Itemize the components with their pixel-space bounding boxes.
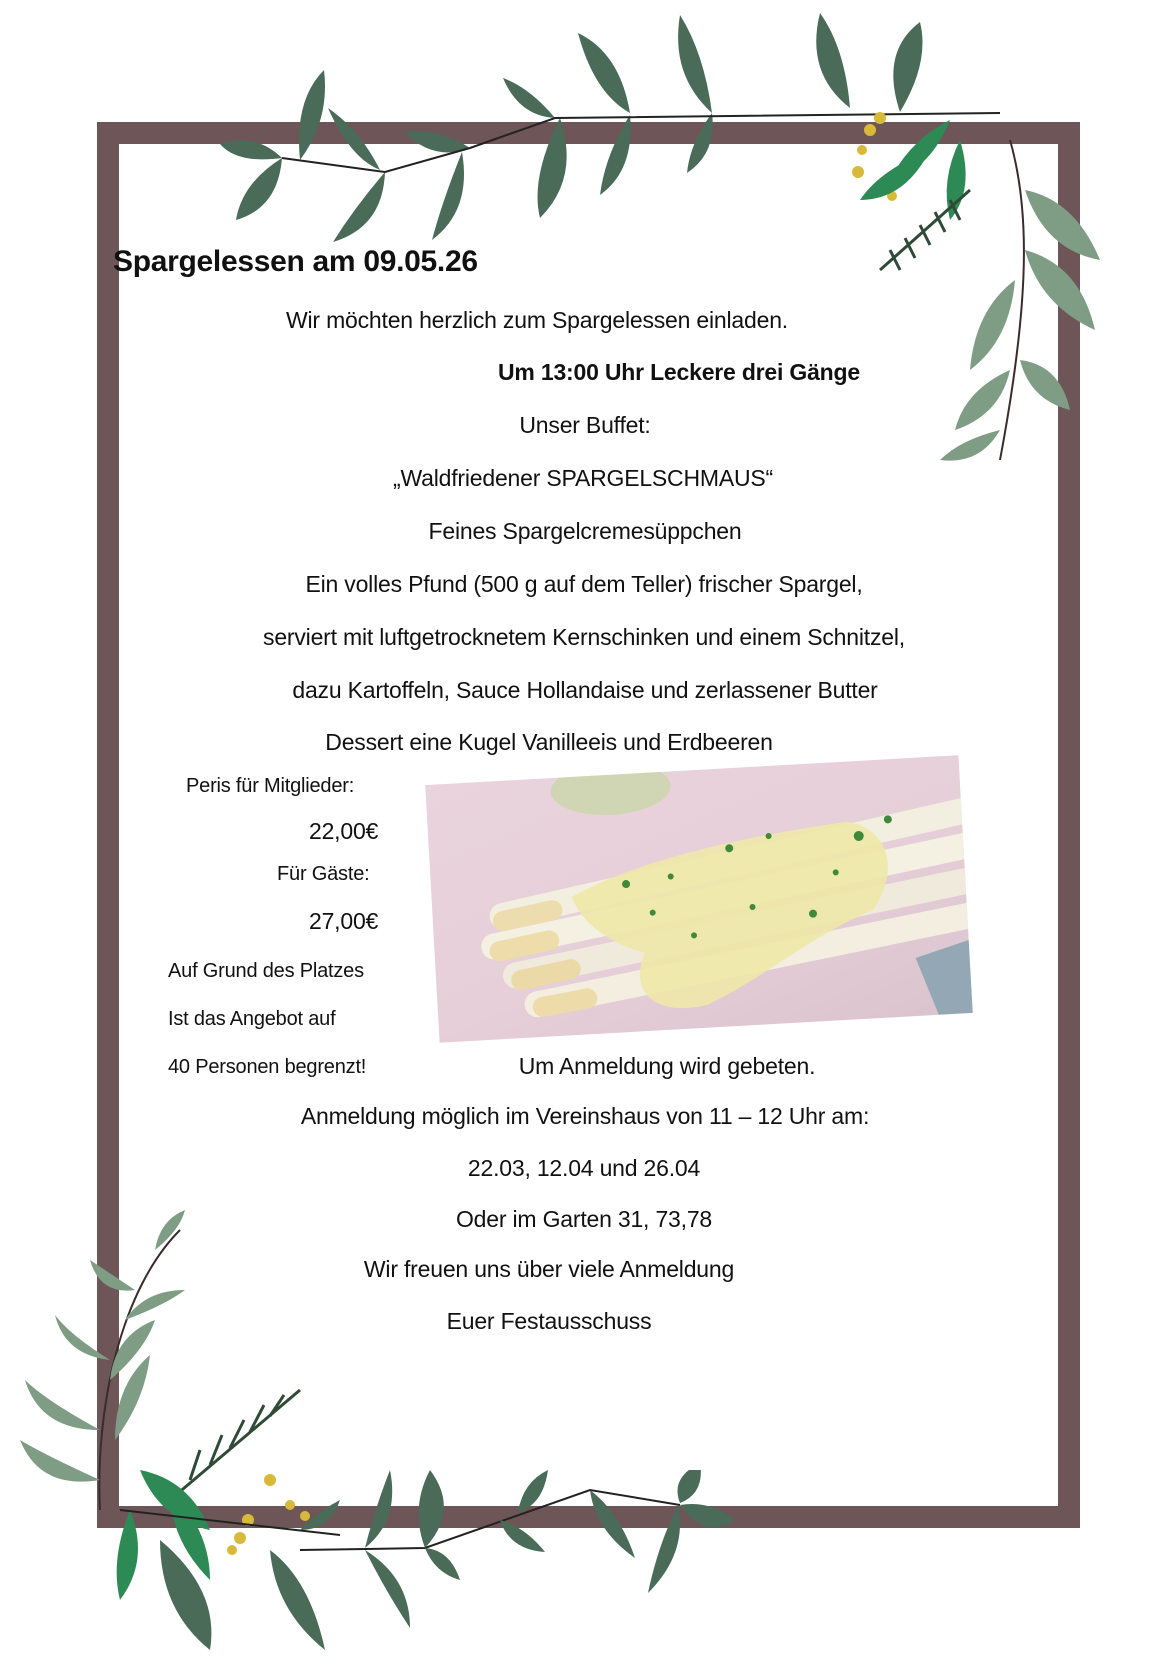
menu-item: dazu Kartoffeln, Sauce Hollandaise und zerlassener Butter — [292, 677, 878, 703]
capacity-note-line: Ist das Angebot auf — [168, 1008, 336, 1030]
members-price-label: Peris für Mitglieder: — [186, 775, 355, 797]
menu-item: Ein volles Pfund (500 g auf dem Teller) frischer Spargel, — [305, 571, 863, 597]
capacity-note-line: Auf Grund des Platzes — [168, 960, 364, 982]
guests-price: 27,00€ — [309, 908, 379, 934]
capacity-note-line: 40 Personen begrenzt! — [168, 1056, 367, 1078]
signature: Euer Festausschuss — [446, 1308, 652, 1334]
buffet-heading: Unser Buffet: — [519, 412, 651, 438]
asparagus-dish-icon — [425, 755, 973, 1042]
menu-item: Feines Spargelcremesüppchen — [428, 518, 742, 544]
registration-alternative: Oder im Garten 31, 73,78 — [455, 1206, 713, 1232]
time-line: Um 13:00 Uhr Leckere drei Gänge — [498, 359, 860, 385]
page-title: Spargelessen am 09.05.26 — [113, 245, 478, 278]
registration-location: Anmeldung möglich im Vereinshaus von 11 – 12 Uhr am: — [300, 1103, 870, 1129]
buffet-name: „Waldfriedener SPARGELSCHMAUS“ — [393, 465, 773, 491]
menu-item: serviert mit luftgetrocknetem Kernschinken und einem Schnitzel, — [263, 624, 905, 650]
closing-text: Wir freuen uns über viele Anmeldung — [363, 1256, 735, 1282]
asparagus-photo — [425, 755, 973, 1042]
menu-item: Dessert eine Kugel Vanilleeis und Erdbeeren — [325, 729, 773, 755]
registration-request: Um Anmeldung wird gebeten. — [518, 1053, 816, 1079]
members-price: 22,00€ — [309, 818, 379, 844]
registration-dates: 22.03, 12.04 und 26.04 — [467, 1155, 701, 1181]
invitation-text: Wir möchten herzlich zum Spargelessen einladen. — [286, 307, 788, 333]
guests-price-label: Für Gäste: — [277, 863, 370, 885]
